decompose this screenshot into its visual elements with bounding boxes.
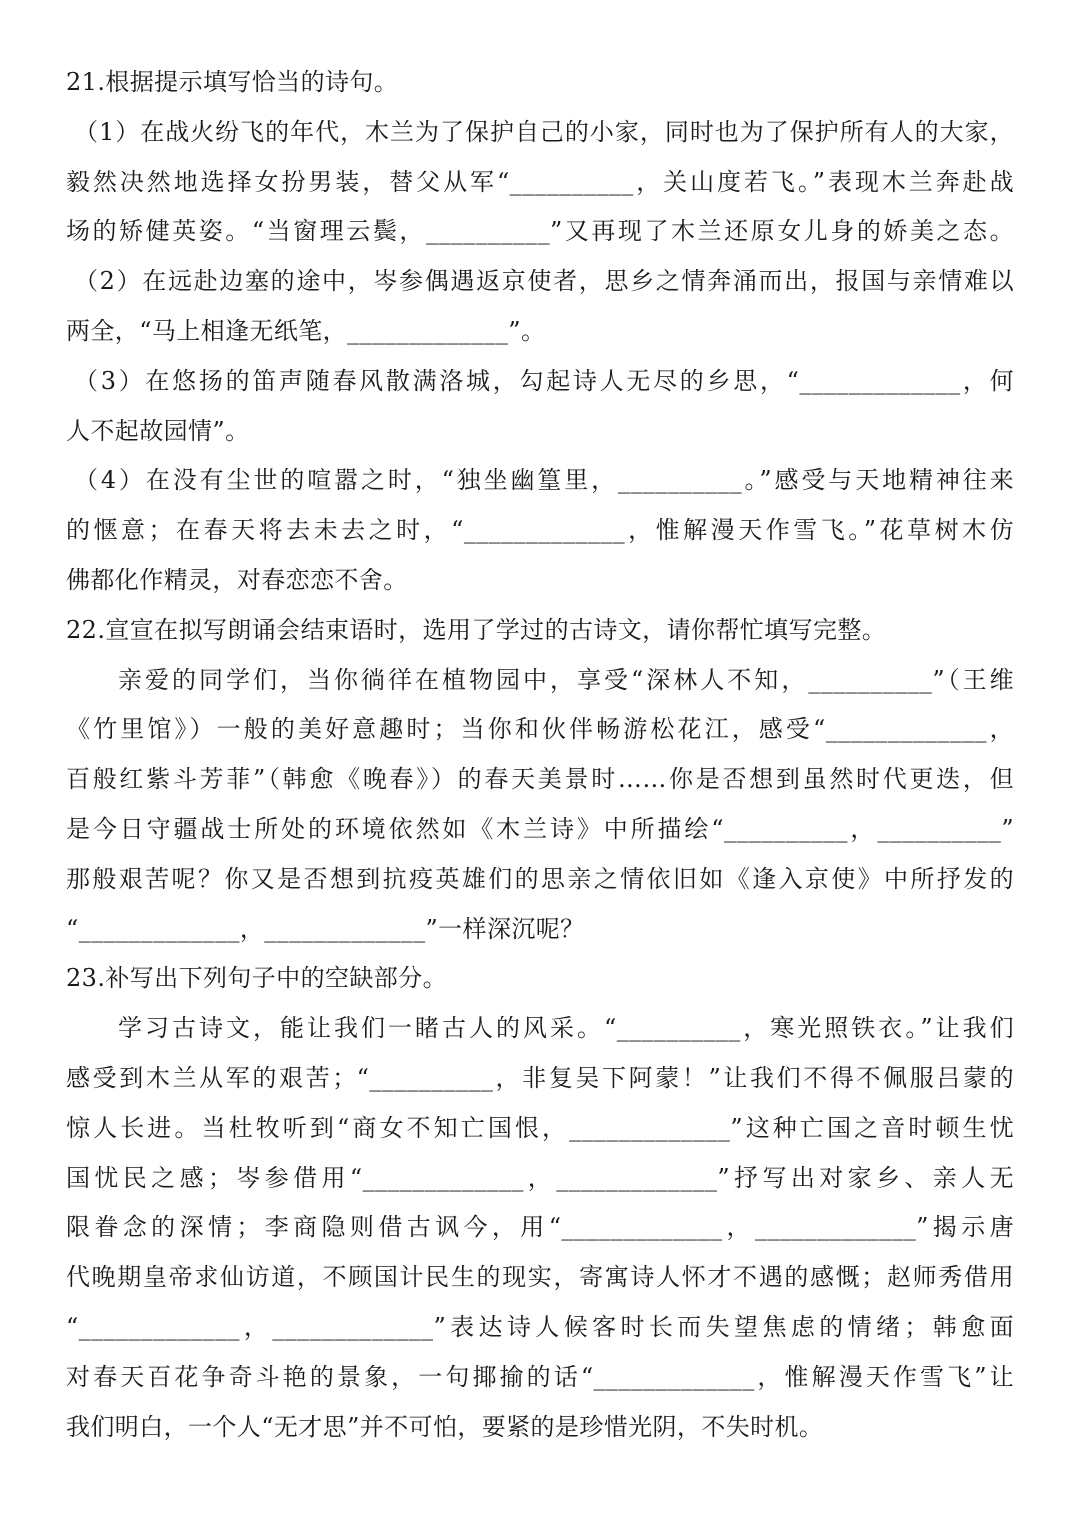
question-21-item-1-line: （1）在战火纷飞的年代，木兰为了保护自己的小家，同时也为了保护所有人的大家， <box>74 117 1014 146</box>
question-22-paragraph-line: “_____________，_____________”一样深沉呢？ <box>66 914 585 943</box>
question-22-paragraph-line: 那般艰苦呢？你又是否想到抗疫英雄们的思亲之情依旧如《逢入京使》中所抒发的 <box>66 864 1014 893</box>
question-23-paragraph-line: 限眷念的深情；李商隐则借古讽今，用“_____________，_____________”揭示唐 <box>66 1213 1014 1242</box>
question-21-item-1-line: 场的矫健英姿。“当窗理云鬓，__________”又再现了木兰还原女儿身的娇美之态。 <box>66 217 1014 246</box>
question-23-paragraph-line: “_____________，_____________”表达诗人候客时长而失望焦虑的情绪；韩愈面 <box>66 1312 1014 1341</box>
question-22-paragraph-line: 亲爱的同学们，当你徜徉在植物园中，享受“深林人不知，__________”（王维 <box>118 665 1014 694</box>
question-21-item-1-line: 毅然决然地选择女扮男装，替父从军“__________，关山度若飞。”表现木兰奔赴战 <box>66 167 1014 196</box>
question-23-paragraph-line: 代晚期皇帝求仙访道，不顾国计民生的现实，寄寓诗人怀才不遇的感慨；赵师秀借用 <box>66 1263 1014 1292</box>
question-23-paragraph-line: 学习古诗文，能让我们一睹古人的风采。“__________，寒光照铁衣。”让我们 <box>118 1014 1014 1043</box>
question-22-paragraph-line: 百般红紫斗芳菲”（韩愈《晚春》）的春天美景时……你是否想到虽然时代更迭，但 <box>66 765 1014 794</box>
question-22-paragraph-line: 是今日守疆战士所处的环境依然如《木兰诗》中所描绘“__________，__________” <box>66 814 1014 843</box>
question-22-title: 22.宣宣在拟写朗诵会结束语时，选用了学过的古诗文，请你帮忙填写完整。 <box>66 615 887 644</box>
question-23-paragraph-line: 对春天百花争奇斗艳的景象，一句揶揄的话“_____________，惟解漫天作雪飞”让 <box>66 1362 1014 1391</box>
question-22-paragraph-line: 《竹里馆》）一般的美好意趣时；当你和伙伴畅游松花江，感受“_____________， <box>66 715 1014 744</box>
question-21-item-4-line: 的惬意；在春天将去未去之时，“_____________，惟解漫天作雪飞。”花草树木仿 <box>66 516 1014 545</box>
question-23-paragraph-line: 感受到木兰从军的艰苦；“__________，非复吴下阿蒙！”让我们不得不佩服吕蒙的 <box>66 1063 1014 1092</box>
question-21-title: 21.根据提示填写恰当的诗句。 <box>66 68 399 96</box>
question-21-item-4-line: （4）在没有尘世的喧嚣之时，“独坐幽篁里，__________。”感受与天地精神往来 <box>74 466 1014 495</box>
question-23-paragraph-line: 国忧民之感；岑参借用“_____________，_____________”抒写出对家乡、亲人无 <box>66 1163 1014 1192</box>
question-21-item-2-line: （2）在远赴边塞的途中，岑参偶遇返京使者，思乡之情奔涌而出，报国与亲情难以 <box>74 267 1014 296</box>
question-23-title: 23.补写出下列句子中的空缺部分。 <box>66 964 447 993</box>
question-21-item-4-line: 佛都化作精灵，对春恋恋不舍。 <box>66 565 408 594</box>
question-21-item-3-line: （3）在悠扬的笛声随春风散满洛城，勾起诗人无尽的乡思，“_____________，何 <box>74 366 1014 395</box>
question-23-paragraph-line: 惊人长进。当杜牧听到“商女不知亡国恨，_____________”这种亡国之音时顿生忧 <box>66 1113 1014 1142</box>
question-21-item-3-line: 人不起故园情”。 <box>66 416 250 445</box>
question-21-item-2-line: 两全，“马上相逢无纸笔，_____________”。 <box>66 316 546 345</box>
question-23-paragraph-line: 我们明白，一个人“无才思”并不可怕，要紧的是珍惜光阴，不失时机。 <box>66 1412 824 1441</box>
